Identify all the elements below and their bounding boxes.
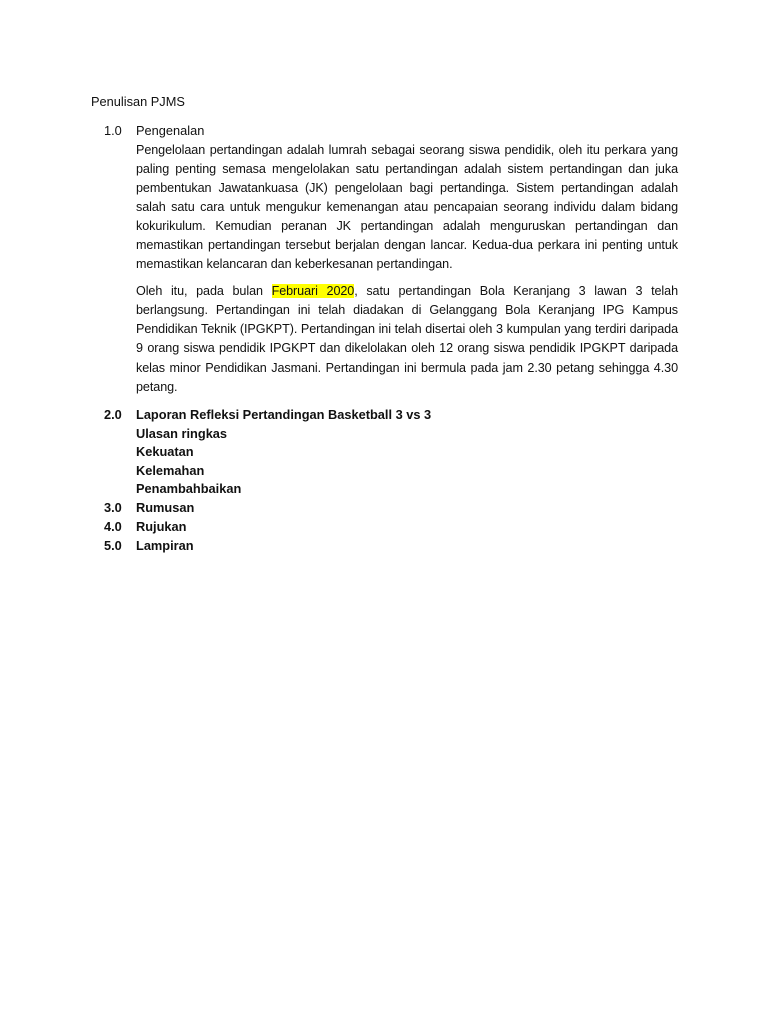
section-heading: Rumusan	[136, 500, 195, 515]
section-heading: Pengenalan	[136, 123, 205, 138]
section-heading: Lampiran	[136, 538, 194, 553]
section-body	[136, 406, 678, 499]
document-title: Penulisan PJMS	[91, 94, 185, 109]
subsection-item: Ulasan ringkas	[136, 425, 228, 441]
section-heading: Rujukan	[136, 519, 187, 534]
section-heading: Laporan Refleksi Pertandingan Basketball 3 vs 3	[136, 407, 432, 422]
section-body	[136, 518, 678, 537]
paragraph-text: Oleh itu, pada bulan	[136, 284, 272, 299]
section-number: 5.0	[104, 538, 122, 553]
section-number: 1.0	[104, 123, 122, 138]
section-body	[136, 499, 678, 518]
intro-paragraph-2	[136, 282, 678, 397]
subsection-item: Kekuatan	[136, 444, 194, 460]
subsection-item: Penambahbaikan	[136, 481, 242, 497]
paragraph-text: , satu pertandingan Bola Keranjang 3 lawan 3 telah berlangsung. Pertandingan ini telah diadakan di Gelanggang Bola Keranjang IPG Kampus Pendidikan Teknik (IPGKPT). Pertandingan ini telah disertai oleh 3 kumpulan yang terdiri daripada 9 orang siswa pendidik IPGKPT dan dikelolakan oleh 12 orang siswa pendidik IPGKPT daripada kelas minor Pendidikan Jasmani. Pertandingan ini bermula pada jam 2.30 petang sehingga 4.30 petang.	[136, 284, 678, 394]
section-number: 3.0	[104, 500, 122, 515]
section-number: 2.0	[104, 407, 122, 422]
intro-paragraph-1: Pengelolaan pertandingan adalah lumrah sebagai seorang siswa pendidik, oleh itu perkara yang paling penting semasa mengelolakan satu pertandingan adalah sistem pertandingan dan juka pembentukan Jawatankuasa (JK) pengelolaan bagi pertandinga. Sistem pertandingan adalah salah satu cara untuk mengukur kemenangan atau pencapaian seorang individu dalam bidang kokurikulum. Kemudian peranan JK pertandingan adalah menguruskan pertandingan dan memastikan pertandingan tersebut berjalan dengan lancar. Kedua-dua perkara ini penting untuk memastikan kelancaran dan keberkesanan pertandingan.	[136, 142, 678, 272]
section-body	[136, 537, 678, 556]
subsection-item: Kelemahan	[136, 462, 205, 478]
highlighted-date: Februari 2020	[271, 284, 355, 299]
section-number: 4.0	[104, 519, 122, 534]
section-body	[136, 122, 678, 397]
